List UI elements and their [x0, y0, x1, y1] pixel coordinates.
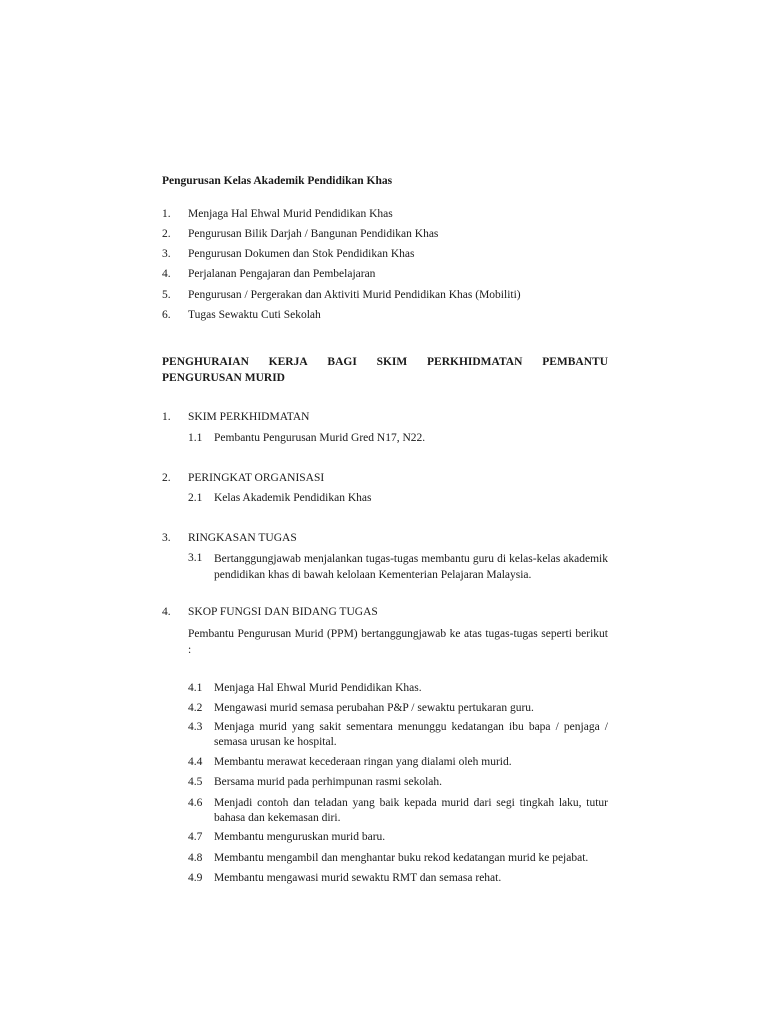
duty-number: 4.5 [188, 776, 203, 788]
part-number: 4. [162, 606, 171, 618]
sub-number: 1.1 [188, 432, 203, 444]
duty-text: Menjaga murid yang sakit sementara menunggu kedatangan ibu bapa / penjaga / semasa urusan ke hospital. [214, 721, 608, 748]
duty-text: Menjaga Hal Ehwal Murid Pendidikan Khas. [214, 682, 422, 694]
part-intro: Pembantu Pengurusan Murid (PPM) bertanggungjawab ke atas tugas-tugas seperti berikut : [188, 628, 608, 656]
list-number: 1. [162, 208, 171, 220]
list-text: Perjalanan Pengajaran dan Pembelajaran [188, 268, 376, 280]
duty-text: Membantu menguruskan murid baru. [214, 831, 386, 843]
list-text: Pengurusan / Pergerakan dan Aktiviti Murid Pendidikan Khas (Mobiliti) [188, 289, 521, 301]
sub-number: 3.1 [188, 552, 203, 564]
title-word: PERKHIDMATAN [427, 356, 523, 368]
title-word: SKIM [376, 356, 408, 368]
duty-number: 4.3 [188, 721, 203, 733]
list-text: Tugas Sewaktu Cuti Sekolah [188, 309, 321, 321]
section-title-line-1 [162, 355, 608, 370]
duty-number: 4.4 [188, 756, 203, 768]
duty-number: 4.7 [188, 831, 203, 843]
title-word: KERJA [268, 356, 308, 368]
duty-text: Bersama murid pada perhimpunan rasmi sekolah. [214, 776, 443, 788]
title-word: PENGHURAIAN [162, 356, 249, 368]
duty-text: Membantu mengawasi murid sewaktu RMT dan semasa rehat. [214, 872, 502, 884]
duty-text: Membantu mengambil dan menghantar buku rekod kedatangan murid ke pejabat. [214, 852, 589, 864]
list-text: Pengurusan Dokumen dan Stok Pendidikan Khas [188, 248, 415, 260]
title-word: PEMBANTU [542, 356, 608, 368]
part-number: 2. [162, 472, 171, 484]
duty-text: Membantu merawat kecederaan ringan yang dialami oleh murid. [214, 756, 512, 768]
duty-number: 4.9 [188, 872, 203, 884]
part-title: SKIM PERKHIDMATAN [188, 411, 310, 423]
duty-number: 4.2 [188, 702, 203, 714]
sub-text: Bertanggungjawab menjalankan tugas-tugas membantu guru di kelas-kelas akademik pendidikan khas di bawah kelolaan Kementerian Pelajaran Malaysia. [214, 553, 608, 581]
sub-text: Kelas Akademik Pendidikan Khas [214, 492, 372, 504]
duty-number: 4.8 [188, 852, 203, 864]
part-title: SKOP FUNGSI DAN BIDANG TUGAS [188, 606, 378, 618]
part-number: 3. [162, 532, 171, 544]
part-title: RINGKASAN TUGAS [188, 532, 297, 544]
list-number: 2. [162, 228, 171, 240]
list-text: Menjaga Hal Ehwal Murid Pendidikan Khas [188, 208, 393, 220]
list-text: Pengurusan Bilik Darjah / Bangunan Pendidikan Khas [188, 228, 439, 240]
sub-number: 2.1 [188, 492, 203, 504]
list-number: 6. [162, 309, 171, 321]
title-word: BAGI [327, 356, 357, 368]
duty-text: Mengawasi murid semasa perubahan P&P / sewaktu pertukaran guru. [214, 702, 534, 714]
document-page [162, 0, 608, 1024]
list-number: 3. [162, 248, 171, 260]
part-number: 1. [162, 411, 171, 423]
sub-text: Pembantu Pengurusan Murid Gred N17, N22. [214, 432, 426, 444]
section-title: Pengurusan Kelas Akademik Pendidikan Khas [162, 175, 393, 187]
part-title: PERINGKAT ORGANISASI [188, 472, 325, 484]
list-number: 5. [162, 289, 171, 301]
duty-text: Menjadi contoh dan teladan yang baik kepada murid dari segi tingkah laku, tutur bahasa dan kekemasan diri. [214, 797, 608, 824]
duty-number: 4.6 [188, 797, 203, 809]
duty-number: 4.1 [188, 682, 203, 694]
section-title-line-2: PENGURUSAN MURID [162, 372, 285, 384]
list-number: 4. [162, 268, 171, 280]
